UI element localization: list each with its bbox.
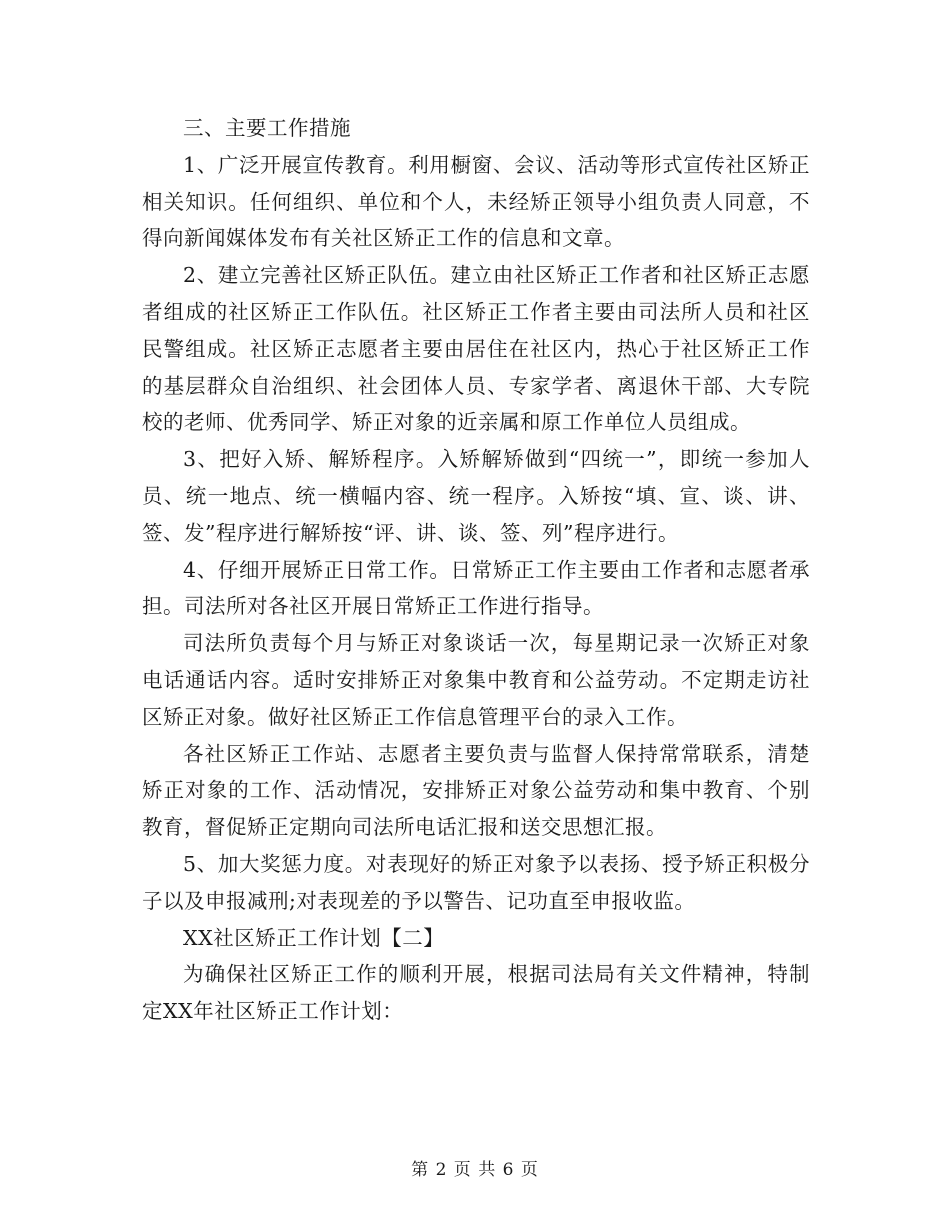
page-number-footer: 第 2 页 共 6 页 [411, 1160, 539, 1180]
paragraph-team: 2、建立完善社区矫正队伍。建立由社区矫正工作者和社区矫正志愿者组成的社区矫正工作队伍。社区矫正工作者主要由司法所人员和社区民警组成。社区矫正志愿者主要由居住在社区内，热心于社区矫正工作的基层群众自治组织、社会团体人员、专家学者、离退休干部、大专院校的老师、优秀同学、矫正对象的近亲属和原工作单位人员组成。 [142, 263, 810, 435]
paragraph-plan-intro: 为确保社区矫正工作的顺利开展，根据司法局有关文件精神，特制定XX年社区矫正工作计划： [142, 962, 810, 1024]
plan-two-title: XX社区矫正工作计划【二】 [183, 925, 445, 950]
paragraph-publicity: 1、广泛开展宣传教育。利用橱窗、会议、活动等形式宣传社区矫正相关知识。任何组织、单位和个人，未经矫正领导小组负责人同意，不得向新闻媒体发布有关社区矫正工作的信息和文章。 [142, 152, 810, 251]
paragraph-rewards: 5、加大奖惩力度。对表现好的矫正对象予以表扬、授予矫正积极分子以及申报减刑;对表现差的予以警告、记功直至申报收监。 [142, 851, 810, 913]
document-body [142, 110, 810, 1030]
section-heading: 三、主要工作措施 [183, 116, 351, 140]
paragraph-daily-work: 4、仔细开展矫正日常工作。日常矫正工作主要由工作者和志愿者承担。司法所对各社区开展日常矫正工作进行指导。 [142, 557, 810, 619]
paragraph-procedure: 3、把好入矫、解矫程序。入矫解矫做到“四统一”，即统一参加人员、统一地点、统一横幅内容、统一程序。入矫按“填、宣、谈、讲、签、发”程序进行解矫按“评、讲、谈、签、列”程序进行。 [142, 447, 810, 545]
paragraph-workstations: 各社区矫正工作站、志愿者主要负责与监督人保持常常联系，清楚矫正对象的工作、活动情况，安排矫正对象公益劳动和集中教育、个别教育，督促矫正定期向司法所电话汇报和送交思想汇报。 [142, 741, 810, 840]
paragraph-judicial-office: 司法所负责每个月与矫正对象谈话一次，每星期记录一次矫正对象电话通话内容。适时安排矫正对象集中教育和公益劳动。不定期走访社区矫正对象。做好社区矫正工作信息管理平台的录入工作。 [142, 631, 810, 729]
